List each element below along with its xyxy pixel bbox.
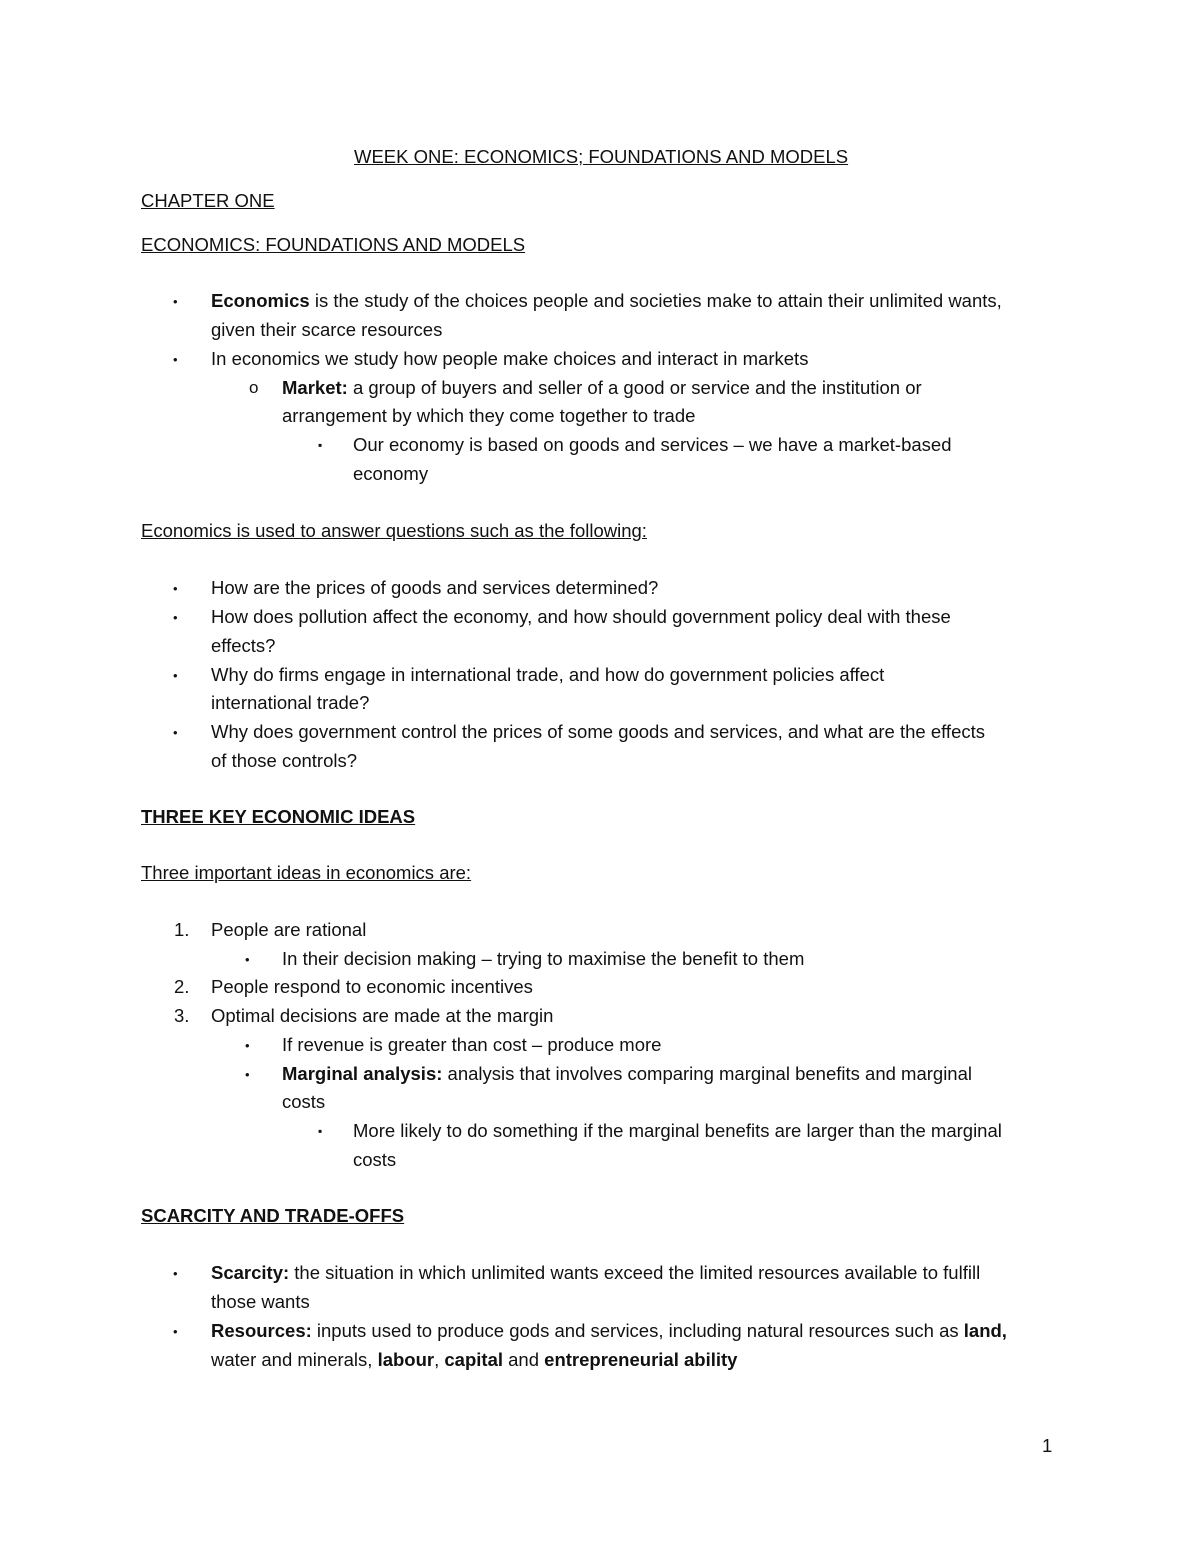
sub-sub-list-item-continuation: economy <box>353 463 429 484</box>
square-bullet-icon: ▪ <box>318 438 323 452</box>
sub-list-item: If revenue is greater than cost – produce more <box>282 1034 662 1055</box>
sub-list-item: Marginal analysis: analysis that involves comparing marginal benefits and marginal <box>282 1063 972 1084</box>
page-number: 1 <box>1042 1435 1053 1456</box>
sub-sub-list-item: More likely to do something if the marginal benefits are larger than the marginal <box>353 1120 1002 1141</box>
question-item: How are the prices of goods and services determined? <box>211 577 659 598</box>
numbered-item: People are rational <box>211 919 367 940</box>
sub-sub-list-item: Our economy is based on goods and services – we have a market-based <box>353 434 952 455</box>
list-item: In economics we study how people make choices and interact in markets <box>211 348 809 369</box>
bullet-icon: • <box>173 294 178 309</box>
question-item: Why does government control the prices of some goods and services, and what are the effects <box>211 721 985 742</box>
question-item: Why do firms engage in international trade, and how do government policies affect <box>211 664 885 685</box>
bullet-icon: • <box>173 352 178 367</box>
sub-list-item: Market: a group of buyers and seller of a good or service and the institution or <box>282 377 922 398</box>
bullet-icon: • <box>245 952 250 967</box>
question-item-continuation: effects? <box>211 635 276 656</box>
sub-list-item: In their decision making – trying to maximise the benefit to them <box>282 948 805 969</box>
page-title: WEEK ONE: ECONOMICS; FOUNDATIONS AND MODELS <box>354 146 849 167</box>
numbered-item: Optimal decisions are made at the margin <box>211 1005 554 1026</box>
list-number: 2. <box>174 976 190 997</box>
bullet-icon: • <box>173 1324 178 1339</box>
circle-bullet-icon: o <box>249 378 259 397</box>
list-item: Economics is the study of the choices people and societies make to attain their unlimited wants, <box>211 290 1002 311</box>
list-item-continuation: water and minerals, labour, capital and entrepreneurial ability <box>211 1349 738 1370</box>
bullet-icon: • <box>173 581 178 596</box>
question-item: How does pollution affect the economy, and how should government policy deal with these <box>211 606 951 627</box>
list-item: Resources: inputs used to produce gods and services, including natural resources such as land, <box>211 1320 1007 1341</box>
section-heading-scarcity: SCARCITY AND TRADE-OFFS <box>141 1205 405 1226</box>
numbered-item: People respond to economic incentives <box>211 976 533 997</box>
sub-sub-list-item-continuation: costs <box>353 1149 397 1170</box>
list-number: 1. <box>174 919 190 940</box>
section-heading-key-ideas: THREE KEY ECONOMIC IDEAS <box>141 806 416 827</box>
square-bullet-icon: ▪ <box>318 1124 323 1138</box>
list-item-continuation: given their scarce resources <box>211 319 443 340</box>
bullet-icon: • <box>245 1038 250 1053</box>
chapter-heading: CHAPTER ONE <box>141 190 275 211</box>
section-heading-economics: ECONOMICS: FOUNDATIONS AND MODELS <box>141 234 526 255</box>
bullet-icon: • <box>245 1067 250 1082</box>
bullet-icon: • <box>173 610 178 625</box>
bullet-icon: • <box>173 1266 178 1281</box>
question-item-continuation: international trade? <box>211 692 370 713</box>
list-item: Scarcity: the situation in which unlimited wants exceed the limited resources available to fulfill <box>211 1262 981 1283</box>
bullet-icon: • <box>173 725 178 740</box>
question-item-continuation: of those controls? <box>211 750 358 771</box>
bullet-icon: • <box>173 668 178 683</box>
sub-list-item-continuation: costs <box>282 1091 326 1112</box>
key-ideas-intro: Three important ideas in economics are: <box>141 862 472 883</box>
sub-list-item-continuation: arrangement by which they come together to trade <box>282 405 696 426</box>
questions-intro: Economics is used to answer questions such as the following: <box>141 520 647 541</box>
list-item-continuation: those wants <box>211 1291 310 1312</box>
list-number: 3. <box>174 1005 190 1026</box>
